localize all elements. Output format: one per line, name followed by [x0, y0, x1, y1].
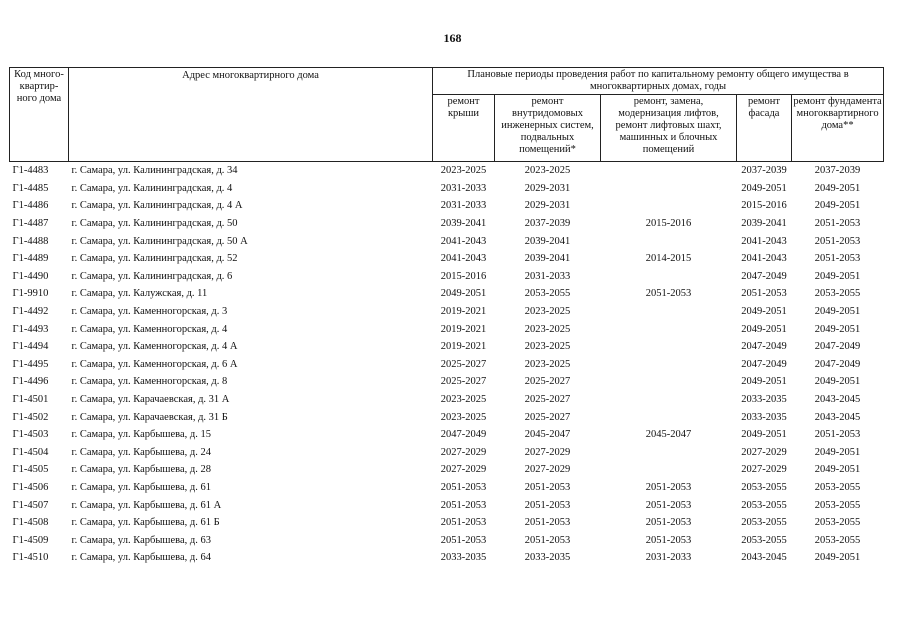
cell-systems: 2023-2025	[524, 306, 571, 318]
cell-lifts: 2051-2053	[645, 534, 692, 546]
cell-code: Г1-4507	[12, 499, 49, 511]
cell-lifts	[601, 320, 737, 338]
table-row	[10, 215, 884, 233]
cell-lifts: 2031-2033	[645, 552, 692, 564]
cell-foundation: 2049-2051	[814, 464, 861, 476]
cell-roof: 2027-2029	[440, 446, 487, 458]
cell-lifts	[601, 197, 737, 215]
cell-foundation: 2049-2051	[814, 270, 861, 282]
cell-address: г. Самара, ул. Калининградская, д. 4	[71, 182, 233, 194]
cell-roof: 2023-2025	[440, 411, 487, 423]
cell-roof: 2039-2041	[440, 218, 487, 230]
cell-lifts: 2051-2053	[645, 288, 692, 300]
table-row	[10, 514, 884, 532]
cell-address: г. Самара, ул. Калининградская, д. 4 А	[71, 200, 243, 212]
cell-address: г. Самара, ул. Карбышева, д. 15	[71, 429, 211, 441]
cell-foundation: 2047-2049	[814, 341, 861, 353]
cell-code: Г1-4488	[12, 235, 49, 247]
cell-lifts	[601, 391, 737, 409]
cell-lifts	[601, 162, 737, 180]
cell-facade: 2053-2055	[741, 481, 787, 493]
cell-address: г. Самара, ул. Каменногорская, д. 3	[71, 306, 228, 318]
cell-foundation: 2049-2051	[814, 446, 861, 458]
table-row	[10, 338, 884, 356]
cell-roof: 2019-2021	[440, 306, 487, 318]
cell-foundation: 2051-2053	[814, 253, 861, 265]
cell-systems: 2023-2025	[524, 341, 571, 353]
cell-address: г. Самара, ул. Карбышева, д. 61 Б	[71, 517, 220, 529]
cell-code: Г1-4496	[12, 376, 49, 388]
cell-facade: 2053-2055	[741, 517, 787, 529]
cell-foundation: 2037-2039	[814, 165, 861, 177]
cell-facade: 2051-2053	[741, 288, 787, 300]
cell-lifts: 2014-2015	[645, 253, 692, 265]
cell-roof: 2031-2033	[440, 182, 487, 194]
cell-facade: 2043-2045	[741, 552, 787, 564]
table-header	[10, 68, 884, 162]
cell-code: Г1-4490	[12, 270, 49, 282]
cell-address: г. Самара, ул. Калининградская, д. 50 А	[71, 235, 248, 247]
header-roof: ремонт крыши	[433, 95, 495, 162]
cell-lifts	[601, 232, 737, 250]
cell-facade: 2053-2055	[741, 534, 787, 546]
cell-foundation: 2043-2045	[814, 411, 861, 423]
cell-code: Г1-9910	[12, 288, 49, 300]
cell-systems: 2051-2053	[524, 481, 571, 493]
cell-foundation: 2053-2055	[814, 288, 861, 300]
cell-roof: 2023-2025	[440, 165, 487, 177]
table-row	[10, 373, 884, 391]
cell-code: Г1-4501	[12, 394, 49, 406]
page-number: 168	[443, 31, 462, 45]
cell-facade: 2033-2035	[741, 411, 787, 423]
cell-lifts	[601, 303, 737, 321]
cell-roof: 2051-2053	[440, 499, 487, 511]
cell-roof: 2047-2049	[440, 429, 487, 441]
cell-systems: 2029-2031	[524, 182, 571, 194]
cell-address: г. Самара, ул. Карбышева, д. 64	[71, 552, 211, 564]
cell-address: г. Самара, ул. Калужская, д. 11	[71, 288, 208, 300]
cell-lifts	[601, 444, 737, 462]
cell-facade: 2027-2029	[741, 446, 787, 458]
cell-facade: 2015-2016	[741, 200, 787, 212]
table-row	[10, 531, 884, 549]
cell-code: Г1-4510	[12, 552, 49, 564]
cell-facade: 2027-2029	[741, 464, 787, 476]
header-address: Адрес многоквартирного дома	[69, 68, 433, 162]
cell-roof: 2051-2053	[440, 481, 487, 493]
cell-systems: 2051-2053	[524, 534, 571, 546]
table-row	[10, 496, 884, 514]
cell-systems: 2031-2033	[524, 270, 571, 282]
cell-foundation: 2049-2051	[814, 323, 861, 335]
cell-systems: 2025-2027	[524, 376, 571, 388]
table-row	[10, 426, 884, 444]
cell-systems: 2023-2025	[524, 323, 571, 335]
cell-lifts	[601, 268, 737, 286]
cell-address: г. Самара, ул. Калининградская, д. 50	[71, 218, 238, 230]
cell-systems: 2025-2027	[524, 411, 571, 423]
table-body	[10, 162, 884, 567]
cell-lifts	[601, 338, 737, 356]
cell-systems: 2025-2027	[524, 394, 571, 406]
cell-systems: 2023-2025	[524, 358, 571, 370]
cell-roof: 2041-2043	[440, 253, 487, 265]
cell-systems: 2037-2039	[524, 218, 571, 230]
table-row	[10, 408, 884, 426]
cell-systems: 2033-2035	[524, 552, 571, 564]
cell-foundation: 2047-2049	[814, 358, 861, 370]
cell-foundation: 2043-2045	[814, 394, 861, 406]
cell-address: г. Самара, ул. Каменногорская, д. 6 А	[71, 358, 238, 370]
cell-code: Г1-4495	[12, 358, 49, 370]
cell-address: г. Самара, ул. Каменногорская, д. 4 А	[71, 341, 238, 353]
cell-code: Г1-4506	[12, 481, 49, 493]
cell-address: г. Самара, ул. Карбышева, д. 28	[71, 464, 211, 476]
cell-code: Г1-4485	[12, 182, 49, 194]
table-row	[10, 320, 884, 338]
cell-lifts: 2051-2053	[645, 517, 692, 529]
table-row	[10, 232, 884, 250]
table-row	[10, 303, 884, 321]
cell-roof: 2023-2025	[440, 394, 487, 406]
repair-schedule-table	[9, 67, 884, 567]
table-row	[10, 479, 884, 497]
cell-foundation: 2049-2051	[814, 182, 861, 194]
cell-facade: 2047-2049	[741, 358, 787, 370]
cell-facade: 2053-2055	[741, 499, 787, 511]
cell-systems: 2039-2041	[524, 253, 571, 265]
cell-address: г. Самара, ул. Карбышева, д. 61 А	[71, 499, 222, 511]
cell-foundation: 2049-2051	[814, 552, 861, 564]
table-row	[10, 162, 884, 180]
cell-facade: 2041-2043	[741, 235, 787, 247]
cell-lifts	[601, 356, 737, 374]
cell-lifts: 2051-2053	[645, 481, 692, 493]
cell-facade: 2047-2049	[741, 341, 787, 353]
cell-roof: 2025-2027	[440, 376, 487, 388]
table-row	[10, 250, 884, 268]
cell-facade: 2049-2051	[741, 306, 787, 318]
header-facade: ремонт фасада	[737, 95, 792, 162]
cell-facade: 2033-2035	[741, 394, 787, 406]
cell-address: г. Самара, ул. Карачаевская, д. 31 А	[71, 394, 230, 406]
table-row	[10, 180, 884, 198]
cell-foundation: 2049-2051	[814, 306, 861, 318]
cell-code: Г1-4502	[12, 411, 49, 423]
header-periods: Плановые периоды проведения работ по капитальному ремонту общего имущества в многоквартирных домах, годы	[433, 68, 884, 95]
cell-systems: 2045-2047	[524, 429, 571, 441]
cell-code: Г1-4494	[12, 341, 49, 353]
cell-systems: 2053-2055	[524, 288, 571, 300]
cell-foundation: 2053-2055	[814, 481, 861, 493]
cell-lifts	[601, 373, 737, 391]
table-row	[10, 197, 884, 215]
cell-code: Г1-4504	[12, 446, 49, 458]
cell-address: г. Самара, ул. Каменногорская, д. 8	[71, 376, 228, 388]
cell-foundation: 2051-2053	[814, 218, 861, 230]
cell-systems: 2023-2025	[524, 165, 571, 177]
cell-systems: 2051-2053	[524, 499, 571, 511]
cell-systems: 2051-2053	[524, 517, 571, 529]
cell-address: г. Самара, ул. Калининградская, д. 52	[71, 253, 238, 265]
cell-code: Г1-4509	[12, 534, 49, 546]
cell-lifts: 2045-2047	[645, 429, 692, 441]
cell-code: Г1-4492	[12, 306, 49, 318]
header-systems: ремонт внутридомовых инженерных систем, подвальных помещений*	[495, 95, 601, 162]
cell-lifts	[601, 461, 737, 479]
cell-foundation: 2051-2053	[814, 235, 861, 247]
cell-foundation: 2053-2055	[814, 517, 861, 529]
cell-code: Г1-4505	[12, 464, 49, 476]
cell-code: Г1-4486	[12, 200, 49, 212]
cell-code: Г1-4508	[12, 517, 49, 529]
cell-code: Г1-4493	[12, 323, 49, 335]
cell-roof: 2025-2027	[440, 358, 487, 370]
cell-code: Г1-4489	[12, 253, 49, 265]
header-foundation: ремонт фундамента многоквартирного дома**	[792, 95, 884, 162]
cell-foundation: 2049-2051	[814, 200, 861, 212]
cell-address: г. Самара, ул. Карбышева, д. 63	[71, 534, 211, 546]
cell-systems: 2027-2029	[524, 464, 571, 476]
cell-code: Г1-4503	[12, 429, 49, 441]
cell-roof: 2027-2029	[440, 464, 487, 476]
cell-address: г. Самара, ул. Карачаевская, д. 31 Б	[71, 411, 228, 423]
cell-facade: 2049-2051	[741, 376, 787, 388]
cell-address: г. Самара, ул. Карбышева, д. 61	[71, 481, 211, 493]
table-row	[10, 391, 884, 409]
cell-roof: 2019-2021	[440, 323, 487, 335]
cell-systems: 2027-2029	[524, 446, 571, 458]
cell-facade: 2041-2043	[741, 253, 787, 265]
header-lifts: ремонт, замена, модернизация лифтов, ремонт лифтовых шахт, машинных и блочных помещений	[601, 95, 737, 162]
cell-roof: 2049-2051	[440, 288, 487, 300]
cell-roof: 2051-2053	[440, 517, 487, 529]
cell-foundation: 2051-2053	[814, 429, 861, 441]
cell-systems: 2039-2041	[524, 235, 571, 247]
cell-address: г. Самара, ул. Карбышева, д. 24	[71, 446, 211, 458]
cell-address: г. Самара, ул. Калининградская, д. 6	[71, 270, 233, 282]
table-row	[10, 549, 884, 567]
cell-foundation: 2049-2051	[814, 376, 861, 388]
cell-facade: 2049-2051	[741, 323, 787, 335]
cell-lifts	[601, 180, 737, 198]
cell-facade: 2047-2049	[741, 270, 787, 282]
cell-roof: 2015-2016	[440, 270, 487, 282]
cell-facade: 2049-2051	[741, 429, 787, 441]
cell-facade: 2037-2039	[741, 165, 787, 177]
cell-roof: 2031-2033	[440, 200, 487, 212]
cell-code: Г1-4487	[12, 218, 49, 230]
table-row	[10, 461, 884, 479]
cell-foundation: 2053-2055	[814, 534, 861, 546]
table-row	[10, 285, 884, 303]
cell-address: г. Самара, ул. Калининградская, д. 34	[71, 165, 238, 177]
table-row	[10, 444, 884, 462]
cell-roof: 2041-2043	[440, 235, 487, 247]
cell-lifts: 2051-2053	[645, 499, 692, 511]
cell-roof: 2033-2035	[440, 552, 487, 564]
cell-facade: 2039-2041	[741, 218, 787, 230]
cell-lifts: 2015-2016	[645, 218, 692, 230]
cell-foundation: 2053-2055	[814, 499, 861, 511]
header-code: Код много-квартир-ного дома	[10, 68, 69, 162]
table-row	[10, 268, 884, 286]
table-row	[10, 356, 884, 374]
cell-roof: 2051-2053	[440, 534, 487, 546]
cell-systems: 2029-2031	[524, 200, 571, 212]
cell-lifts	[601, 408, 737, 426]
cell-facade: 2049-2051	[741, 182, 787, 194]
cell-code: Г1-4483	[12, 165, 49, 177]
cell-address: г. Самара, ул. Каменногорская, д. 4	[71, 323, 228, 335]
cell-roof: 2019-2021	[440, 341, 487, 353]
